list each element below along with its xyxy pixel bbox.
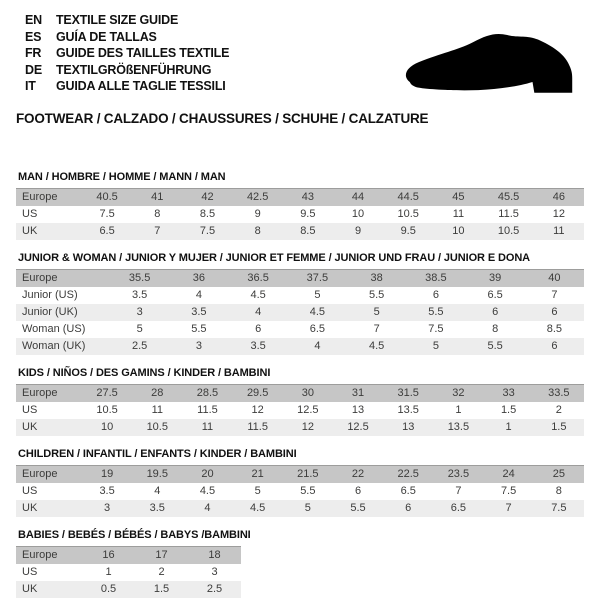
- row-label: US: [16, 483, 82, 500]
- header: [16, 10, 584, 126]
- size-cell: 3.5: [169, 304, 228, 321]
- size-cell: 1.5: [135, 581, 188, 598]
- size-row: [16, 304, 584, 321]
- size-cell: 6.5: [82, 223, 132, 240]
- size-cell: 7.5: [534, 500, 584, 517]
- size-cell: 36.5: [229, 269, 288, 287]
- size-cell: 23.5: [433, 465, 483, 483]
- size-cell: 5: [347, 304, 406, 321]
- language-code: DE: [25, 62, 42, 77]
- size-cell: 45: [433, 188, 483, 206]
- size-cell: 8: [233, 223, 283, 240]
- size-cell: 9.5: [383, 223, 433, 240]
- row-label: UK: [16, 419, 82, 436]
- size-cell: 4.5: [229, 287, 288, 304]
- size-cell: 6: [229, 321, 288, 338]
- language-code: IT: [25, 79, 36, 93]
- size-cell: 3.5: [132, 500, 182, 517]
- size-cell: 46: [534, 188, 584, 206]
- size-cell: 12.5: [333, 419, 383, 436]
- size-cell: 11: [182, 419, 232, 436]
- size-cell: 8: [466, 321, 525, 338]
- language-title: GUIDA ALLE TAGLIE TESSILI: [56, 79, 226, 93]
- section-title: CHILDREN / INFANTIL / ENFANTS / KINDER / BAMBINI: [18, 447, 297, 460]
- row-label: US: [16, 206, 82, 223]
- size-cell: 4.5: [288, 304, 347, 321]
- size-row: [16, 581, 241, 598]
- size-section-man: [16, 171, 584, 240]
- size-cell: 5.5: [406, 304, 465, 321]
- size-cell: 36: [169, 269, 228, 287]
- size-cell: 5.5: [347, 287, 406, 304]
- size-cell: 45.5: [484, 188, 534, 206]
- babies-size-table: [16, 546, 241, 598]
- size-cell: 4: [132, 483, 182, 500]
- size-cell: 28: [132, 384, 182, 402]
- size-cell: 7: [433, 483, 483, 500]
- size-section-babies: [16, 529, 584, 598]
- size-cell: 33: [484, 384, 534, 402]
- size-cell: 3: [169, 338, 228, 355]
- size-cell: 24: [484, 465, 534, 483]
- row-label: UK: [16, 500, 82, 517]
- size-cell: 42.5: [233, 188, 283, 206]
- size-cell: 39: [466, 269, 525, 287]
- size-cell: 12.5: [283, 402, 333, 419]
- size-section-kids: [16, 367, 584, 436]
- size-cell: 11: [433, 206, 483, 223]
- size-cell: 3: [82, 500, 132, 517]
- section-title: MAN / HOMBRE / HOMME / MANN / MAN: [18, 170, 226, 183]
- size-cell: 2.5: [110, 338, 169, 355]
- language-code: EN: [25, 13, 42, 27]
- language-code: ES: [25, 29, 42, 44]
- size-cell: 38.5: [406, 269, 465, 287]
- size-cell: 18: [188, 546, 241, 564]
- size-cell: 6.5: [433, 500, 483, 517]
- size-cell: 31: [333, 384, 383, 402]
- size-cell: 4.5: [347, 338, 406, 355]
- size-cell: 7: [525, 287, 584, 304]
- size-cell: 21: [233, 465, 283, 483]
- size-cell: 10.5: [484, 223, 534, 240]
- size-cell: 4: [229, 304, 288, 321]
- size-cell: 16: [82, 546, 135, 564]
- size-cell: 1: [433, 402, 483, 419]
- size-cell: 10.5: [82, 402, 132, 419]
- size-cell: 10.5: [132, 419, 182, 436]
- size-cell: 28.5: [182, 384, 232, 402]
- size-row: [16, 269, 584, 287]
- size-cell: 43: [283, 188, 333, 206]
- size-cell: 22.5: [383, 465, 433, 483]
- row-label: Woman (US): [16, 321, 110, 338]
- size-cell: 13.5: [433, 419, 483, 436]
- size-cell: 42: [182, 188, 232, 206]
- size-cell: 9.5: [283, 206, 333, 223]
- size-cell: 1.5: [534, 419, 584, 436]
- size-row: [16, 564, 241, 581]
- language-code: FR: [25, 46, 42, 60]
- size-cell: 3.5: [82, 483, 132, 500]
- size-cell: 3: [110, 304, 169, 321]
- size-cell: 6: [406, 287, 465, 304]
- size-cell: 5: [288, 287, 347, 304]
- size-cell: 7.5: [406, 321, 465, 338]
- language-title: GUIDE DES TAILLES TEXTILE: [56, 46, 230, 60]
- size-cell: 27.5: [82, 384, 132, 402]
- size-cell: 33.5: [534, 384, 584, 402]
- size-cell: 25: [534, 465, 584, 483]
- children-size-table: [16, 465, 584, 517]
- size-cell: 19.5: [132, 465, 182, 483]
- size-cell: 11.5: [182, 402, 232, 419]
- size-cell: 38: [347, 269, 406, 287]
- size-section-children: [16, 448, 584, 517]
- size-cell: 5: [233, 483, 283, 500]
- size-cell: 31.5: [383, 384, 433, 402]
- junior-woman-size-table: [16, 269, 584, 355]
- size-cell: 12: [233, 402, 283, 419]
- size-cell: 2: [534, 402, 584, 419]
- row-label: Europe: [16, 188, 82, 206]
- section-title: BABIES / BEBÉS / BÉBÉS / BABYS /BAMBINI: [18, 528, 251, 541]
- size-cell: 4.5: [182, 483, 232, 500]
- size-cell: 7.5: [82, 206, 132, 223]
- size-cell: 6: [466, 304, 525, 321]
- size-cell: 35.5: [110, 269, 169, 287]
- row-label: US: [16, 564, 82, 581]
- size-cell: 5.5: [333, 500, 383, 517]
- size-cell: 6: [333, 483, 383, 500]
- size-cell: 1.5: [484, 402, 534, 419]
- size-cell: 3.5: [110, 287, 169, 304]
- row-label: UK: [16, 223, 82, 240]
- size-cell: 3.5: [229, 338, 288, 355]
- size-cell: 10: [433, 223, 483, 240]
- size-cell: 11: [534, 223, 584, 240]
- size-cell: 6: [525, 304, 584, 321]
- size-row: [16, 287, 584, 304]
- size-cell: 13: [333, 402, 383, 419]
- size-cell: 30: [283, 384, 333, 402]
- size-row: [16, 384, 584, 402]
- man-size-table: [16, 188, 584, 240]
- size-cell: 12: [283, 419, 333, 436]
- size-cell: 4.5: [233, 500, 283, 517]
- size-row: [16, 483, 584, 500]
- size-cell: 8.5: [182, 206, 232, 223]
- size-cell: 7: [132, 223, 182, 240]
- size-cell: 2: [135, 564, 188, 581]
- size-cell: 44.5: [383, 188, 433, 206]
- size-cell: 6: [383, 500, 433, 517]
- size-cell: 8.5: [525, 321, 584, 338]
- language-title: TEXTILGRÖßENFÜHRUNG: [56, 62, 212, 77]
- size-cell: 37.5: [288, 269, 347, 287]
- size-cell: 5.5: [283, 483, 333, 500]
- size-cell: 5.5: [169, 321, 228, 338]
- row-label: Woman (UK): [16, 338, 110, 355]
- size-cell: 8.5: [283, 223, 333, 240]
- row-label: US: [16, 402, 82, 419]
- row-label: Junior (US): [16, 287, 110, 304]
- size-cell: 6: [525, 338, 584, 355]
- size-cell: 13.5: [383, 402, 433, 419]
- size-cell: 13: [383, 419, 433, 436]
- language-title: GUÍA DE TALLAS: [56, 29, 157, 44]
- size-cell: 5: [110, 321, 169, 338]
- size-row: [16, 206, 584, 223]
- row-label: Europe: [16, 465, 82, 483]
- size-cell: 7.5: [182, 223, 232, 240]
- size-cell: 4: [288, 338, 347, 355]
- size-row: [16, 223, 584, 240]
- size-cell: 32: [433, 384, 483, 402]
- size-row: [16, 338, 584, 355]
- size-cell: 5: [406, 338, 465, 355]
- language-title: TEXTILE SIZE GUIDE: [56, 13, 179, 27]
- size-row: [16, 419, 584, 436]
- size-cell: 44: [333, 188, 383, 206]
- size-cell: 10.5: [383, 206, 433, 223]
- row-label: UK: [16, 581, 82, 598]
- dress-shoe-icon: [400, 26, 582, 100]
- size-cell: 6.5: [383, 483, 433, 500]
- size-cell: 2.5: [188, 581, 241, 598]
- size-cell: 12: [534, 206, 584, 223]
- size-cell: 7: [484, 500, 534, 517]
- size-cell: 6.5: [288, 321, 347, 338]
- section-title: JUNIOR & WOMAN / JUNIOR Y MUJER / JUNIOR ET FEMME / JUNIOR UND FRAU / JUNIOR E DONA: [18, 251, 531, 264]
- size-cell: 20: [182, 465, 232, 483]
- size-cell: 4: [182, 500, 232, 517]
- size-cell: 9: [233, 206, 283, 223]
- size-cell: 11.5: [233, 419, 283, 436]
- size-section-junior-woman: [16, 252, 584, 355]
- size-row: [16, 402, 584, 419]
- section-title: KIDS / NIÑOS / DES GAMINS / KINDER / BAMBINI: [18, 366, 271, 379]
- row-label: Europe: [16, 384, 82, 402]
- size-tables: [16, 171, 584, 598]
- size-row: [16, 188, 584, 206]
- size-cell: 5: [283, 500, 333, 517]
- size-cell: 19: [82, 465, 132, 483]
- size-cell: 40.5: [82, 188, 132, 206]
- size-cell: 9: [333, 223, 383, 240]
- size-cell: 21.5: [283, 465, 333, 483]
- size-cell: 7: [347, 321, 406, 338]
- size-cell: 1: [82, 564, 135, 581]
- size-row: [16, 465, 584, 483]
- size-cell: 11: [132, 402, 182, 419]
- kids-size-table: [16, 384, 584, 436]
- size-cell: 41: [132, 188, 182, 206]
- size-row: [16, 321, 584, 338]
- size-row: [16, 546, 241, 564]
- size-cell: 7.5: [484, 483, 534, 500]
- size-cell: 10: [333, 206, 383, 223]
- size-cell: 6.5: [466, 287, 525, 304]
- category-title: FOOTWEAR / CALZADO / CHAUSSURES / SCHUHE / CALZATURE: [16, 110, 429, 126]
- size-cell: 29.5: [233, 384, 283, 402]
- size-cell: 22: [333, 465, 383, 483]
- size-row: [16, 500, 584, 517]
- size-cell: 10: [82, 419, 132, 436]
- row-label: Europe: [16, 546, 82, 564]
- size-cell: 17: [135, 546, 188, 564]
- size-cell: 11.5: [484, 206, 534, 223]
- size-cell: 40: [525, 269, 584, 287]
- size-cell: 0.5: [82, 581, 135, 598]
- size-cell: 1: [484, 419, 534, 436]
- size-cell: 8: [132, 206, 182, 223]
- size-cell: 3: [188, 564, 241, 581]
- size-cell: 4: [169, 287, 228, 304]
- row-label: Europe: [16, 269, 110, 287]
- row-label: Junior (UK): [16, 304, 110, 321]
- size-cell: 8: [534, 483, 584, 500]
- size-cell: 5.5: [466, 338, 525, 355]
